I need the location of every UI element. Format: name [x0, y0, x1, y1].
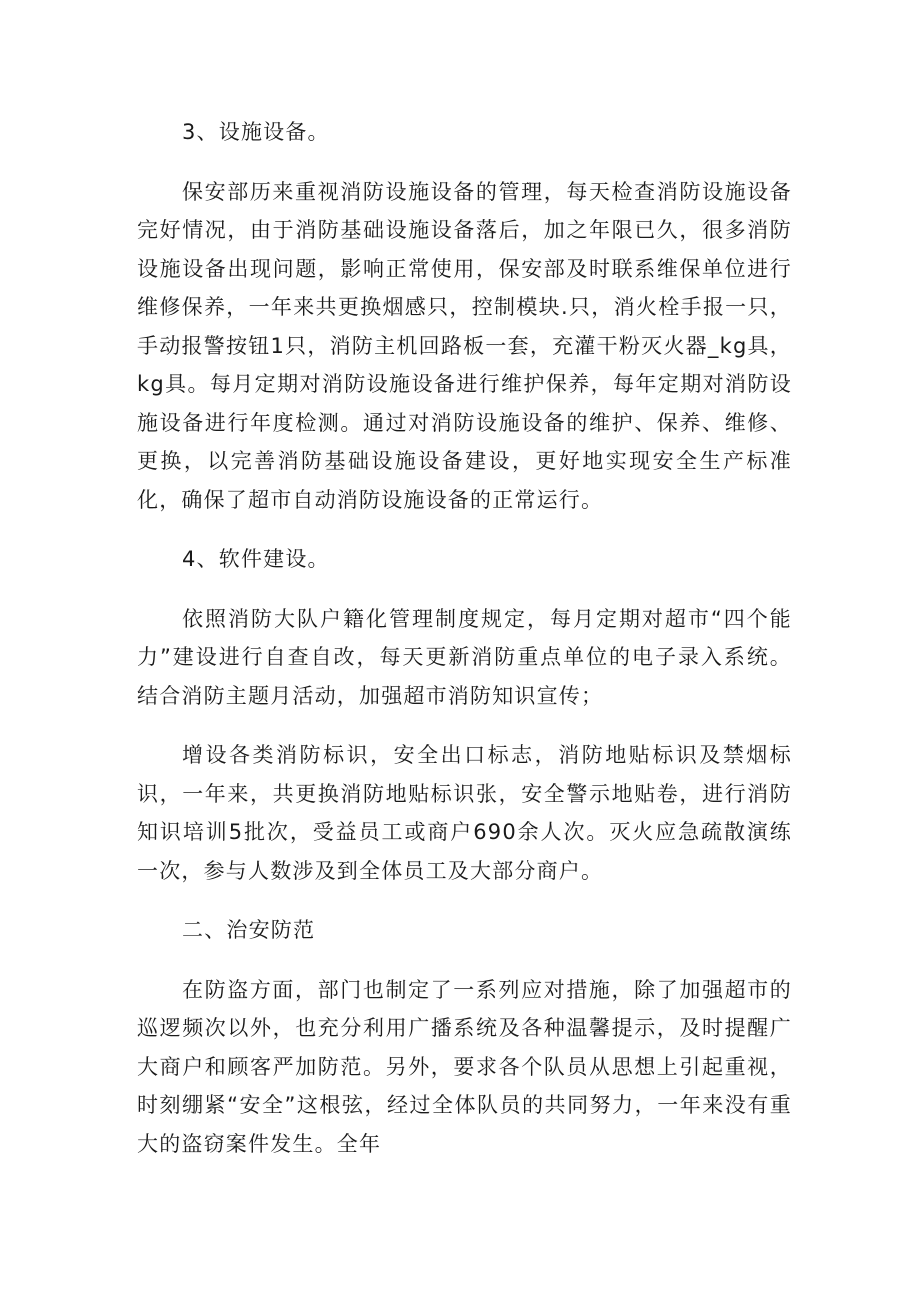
section-heading-public-security: 二、治安防范: [182, 918, 316, 942]
section-heading-facilities: 3、设施设备。: [182, 120, 330, 144]
section-heading-software: 4、软件建设。: [182, 547, 330, 571]
document-page: [137, 113, 792, 1163]
paragraph-public-security: 在防盗方面，部门也制定了一系列应对措施，除了加强超市的巡逻频次以外，也充分利用广播系统及各种温馨提示，及时提醒广大商户和顾客严加防范。另外，要求各个队员从思想上引起重视，时刻绷紧“安全”这根弦，经过全体队员的共同努力，一年来没有重大的盗窃案件发生。全年: [137, 977, 792, 1156]
paragraph-facilities: 保安部历来重视消防设施设备的管理，每天检查消防设施设备完好情况，由于消防基础设施设备落后，加之年限已久，很多消防设施设备出现问题，影响正常使用，保安部及时联系维保单位进行维修保养，一年来共更换烟感只，控制模块.只，消火栓手报一只，手动报警按钮1只，消防主机回路板一套，充灌干粉灭火器_kg具，kg具。每月定期对消防设施设备进行维护保养，每年定期对消防设施设备进行年度检测。通过对消防设施设备的维护、保养、维修、更换，以完善消防基础设施设备建设，更好地实现安全生产标准化，确保了超市自动消防设施设备的正常运行。: [137, 179, 792, 512]
paragraph-software-signage: 增设各类消防标识，安全出口标志，消防地贴标识及禁烟标识，一年来，共更换消防地贴标识张，安全警示地贴卷，进行消防知识培训5批次，受益员工或商户690余人次。灭火应急疏散演练一次，参与人数涉及到全体员工及大部分商户。: [137, 743, 792, 883]
paragraph-software-registration: 依照消防大队户籍化管理制度规定，每月定期对超市“四个能力”建设进行自查自改，每天更新消防重点单位的电子录入系统。结合消防主题月活动，加强超市消防知识宣传；: [137, 606, 792, 708]
